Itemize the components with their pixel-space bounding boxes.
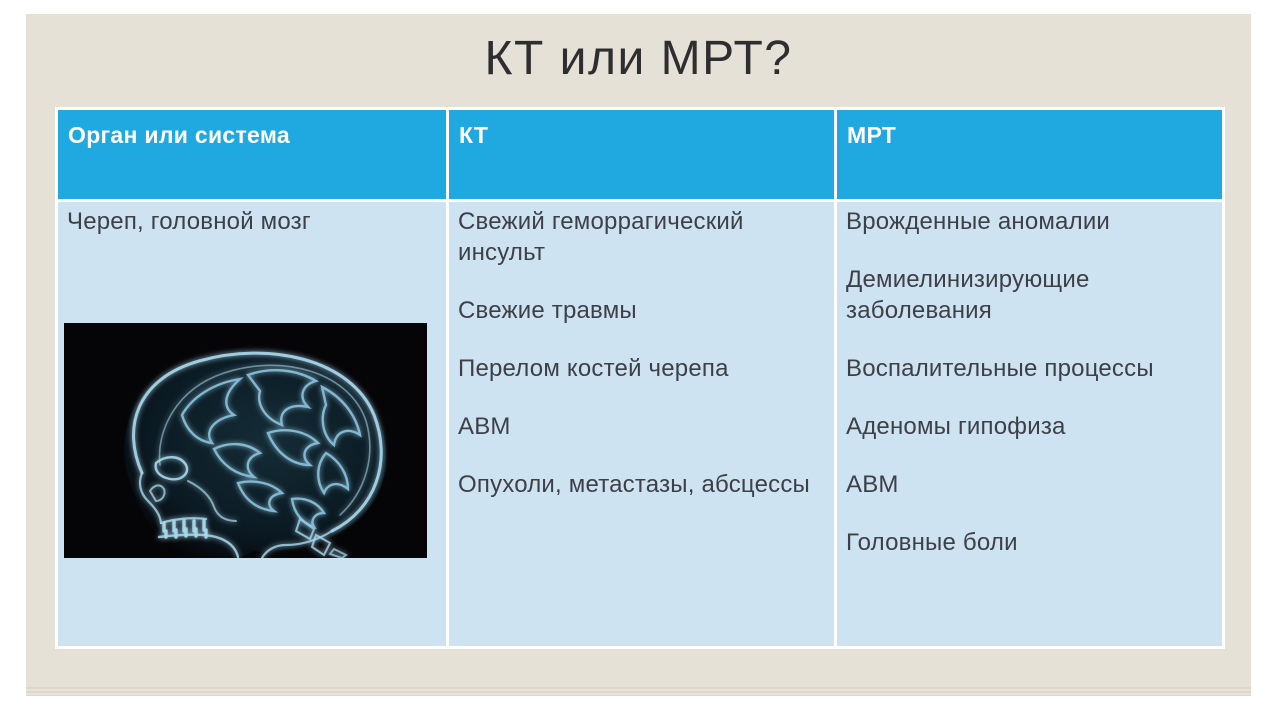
organ-label: Череп, головной мозг [67,208,311,235]
table-cell-organ [58,202,446,646]
table-cell-kt [449,202,834,646]
mrt-item: Врожденные аномалии [846,208,1111,235]
mrt-item: Воспалительные процессы [846,355,1154,382]
presentation-slide [26,14,1251,696]
kt-item: АВМ [458,413,511,440]
comparison-table [55,107,1225,649]
table-header-organ: Орган или система [58,110,446,199]
mrt-item: Головные боли [846,529,1018,556]
skull-brain-xray-image [64,323,427,558]
mrt-item: Аденомы гипофиза [846,413,1066,440]
mrt-item: АВМ [846,471,899,498]
kt-item: Свежие травмы [458,297,637,324]
kt-item: Свежий геморрагический инсульт [458,208,744,266]
mrt-item: Демиелинизирующие заболевания [846,266,1090,324]
kt-item: Опухоли, метастазы, абсцессы [458,471,810,498]
slide-title: КТ или МРТ? [484,32,793,85]
table-cell-mrt [837,202,1222,646]
kt-item: Перелом костей черепа [458,355,729,382]
table-header-mrt: МРТ [837,110,1222,199]
table-header-kt: КТ [449,110,834,199]
slide-footer-decoration [26,687,1251,696]
